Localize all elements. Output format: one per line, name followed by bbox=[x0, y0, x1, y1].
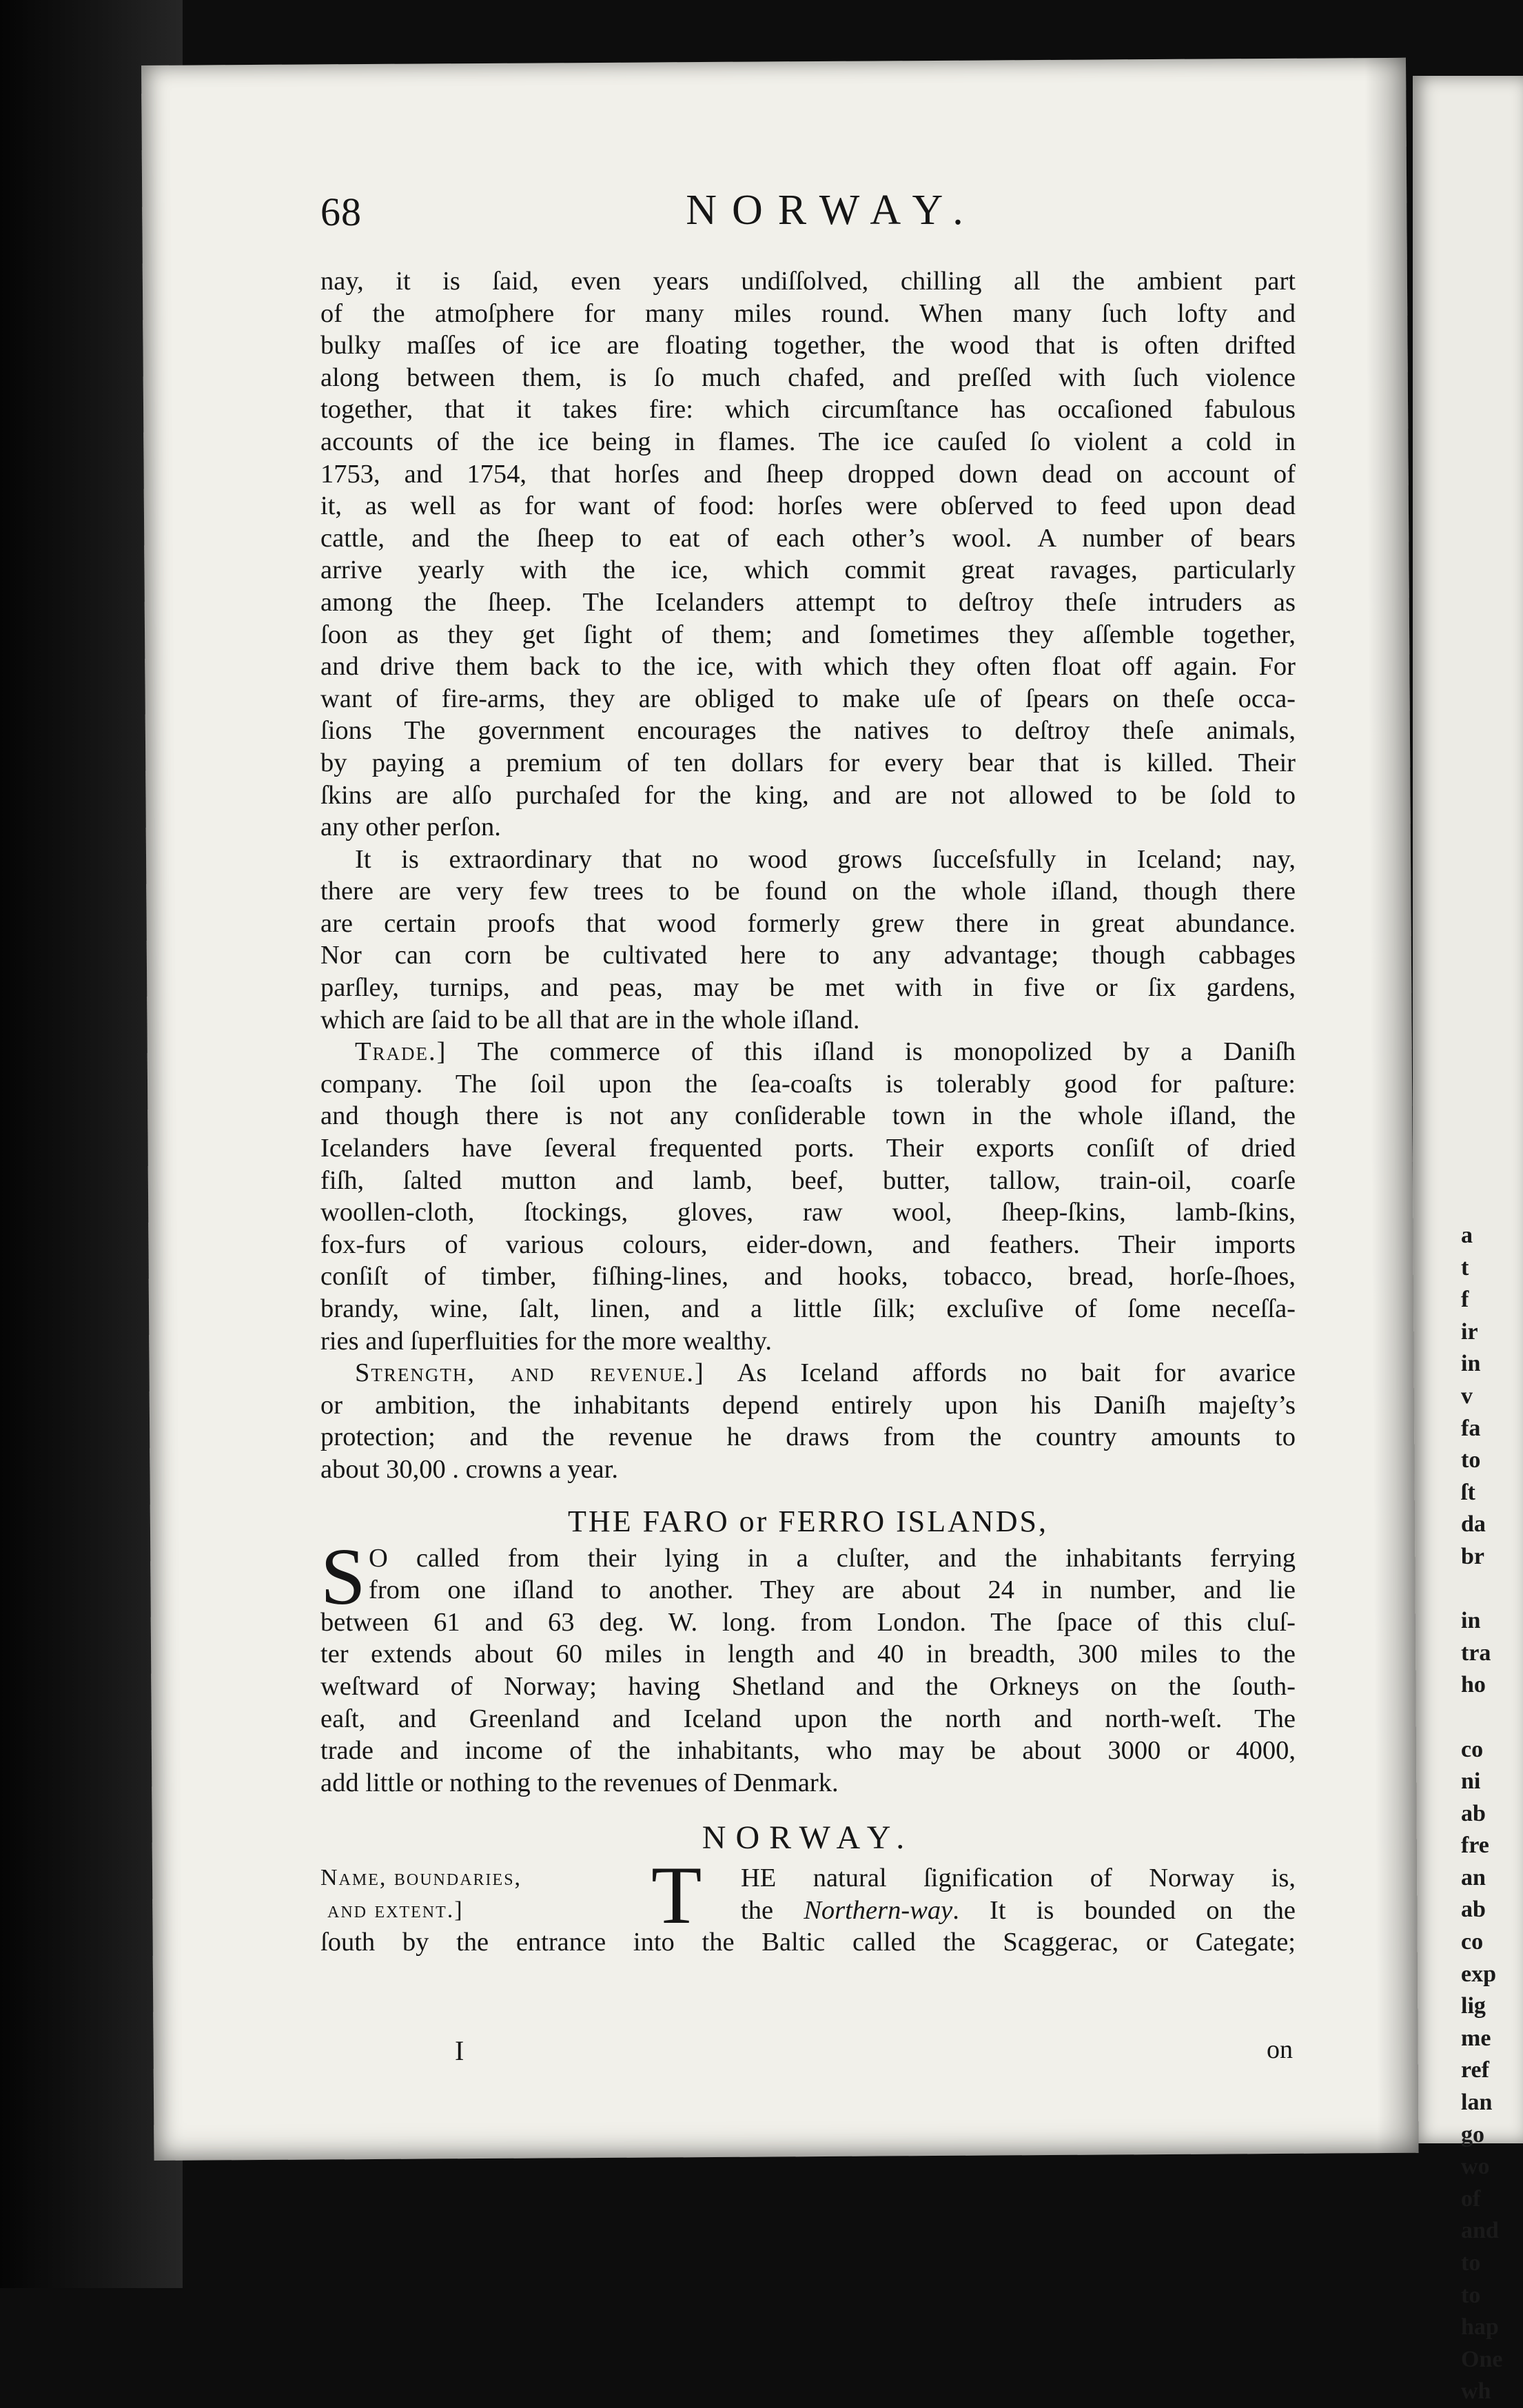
facing-page-fragment: tra bbox=[1461, 1640, 1491, 1666]
facing-page-fragment: fa bbox=[1461, 1415, 1481, 1441]
page-body bbox=[320, 265, 1296, 1966]
paragraph-bears bbox=[320, 265, 1296, 844]
facing-page-fragment bbox=[1461, 1573, 1509, 1606]
text-line: conſiſt of timber, fiſhing-lines, and hooks, tobacco, bread, horſe-ſhoes, bbox=[320, 1262, 1296, 1292]
text-line: company. The ſoil upon the ſea-coaſts is tolerably good for paſture: bbox=[320, 1069, 1296, 1099]
page-number: 68 bbox=[320, 190, 362, 234]
text-line: fiſh, ſalted mutton and lamb, beef, butter, tallow, train-oil, coarſe bbox=[320, 1165, 1296, 1195]
facing-page-fragment: t bbox=[1461, 1254, 1469, 1280]
norway-side-label: Name, boundaries, and extent.] bbox=[320, 1865, 522, 1923]
text-line: ſoon as they get ſight of them; and ſometimes they aſſemble together, bbox=[320, 620, 1296, 649]
facing-page-fragment: ir bbox=[1461, 1318, 1478, 1345]
facing-page-fragment: fre bbox=[1461, 1833, 1489, 1859]
text-line: and drive them back to the ice, with which they often float off again. For bbox=[320, 652, 1296, 682]
facing-page-fragment: wo bbox=[1461, 2154, 1490, 2180]
strength-first-line: Strength, and revenue.] As Iceland affords no bait for avarice bbox=[355, 1358, 1296, 1388]
text-line: 1753, and 1754, that horſes and ſheep dropped down dead on account of bbox=[320, 459, 1296, 489]
text-line: which are ſaid to be all that are in the whole iſland. bbox=[320, 1005, 860, 1034]
trade-first-line: Trade.] The commerce of this iſland is monopolized by a Daniſh bbox=[355, 1037, 1296, 1067]
facing-page-fragment: f bbox=[1461, 1287, 1469, 1313]
strength-side-label: Strength, and revenue.] bbox=[355, 1358, 705, 1388]
facing-page-fragment: lan bbox=[1461, 2090, 1493, 2116]
facing-page-fragment: hap bbox=[1461, 2314, 1499, 2340]
text-line: by paying a premium of ten dollars for every bear that is killed. Their bbox=[320, 748, 1296, 777]
facing-page-fragment: ref bbox=[1461, 2057, 1489, 2083]
text-line: bulky maſſes of ice are floating together, the wood that is often drifted bbox=[320, 331, 1296, 360]
facing-page-fragment: ab bbox=[1461, 1800, 1486, 1826]
facing-page-fragment: in bbox=[1461, 1351, 1481, 1377]
text-line: about 30,00 . crowns a year. bbox=[320, 1454, 618, 1484]
text-line: ter extends about 60 miles in length and 40 in breadth, 300 miles to the bbox=[320, 1640, 1296, 1669]
facing-page-fragment: br bbox=[1461, 1543, 1484, 1569]
text-line: fox-furs of various colours, eider-down, and feathers. Their imports bbox=[320, 1229, 1296, 1259]
facing-page-fragment: to bbox=[1461, 2282, 1481, 2308]
facing-page-fragment: in bbox=[1461, 1608, 1481, 1634]
text-line: together, that it takes fire: which circumſtance has occaſioned fabulous bbox=[320, 395, 1296, 425]
paragraph-strength bbox=[320, 1357, 1296, 1485]
text-line: there are very few trees to be found on the whole iſland, though there bbox=[320, 877, 1296, 906]
facing-page-fragment: wh bbox=[1461, 2378, 1491, 2405]
paragraph-norway-intro bbox=[320, 1849, 1296, 1966]
text-line: ries and ſuperfluities for the more wealthy. bbox=[320, 1326, 772, 1356]
running-head: NORWAY. bbox=[686, 187, 979, 234]
norway-heading: NORWAY. bbox=[702, 1819, 914, 1857]
text-line: are certain proofs that wood formerly grew there in great abundance. bbox=[320, 908, 1296, 938]
signature-mark: I bbox=[455, 2035, 464, 2066]
text-line: between 61 and 63 deg. W. long. from London. The ſpace of this cluſ- bbox=[320, 1607, 1296, 1637]
facing-page-fragment: of bbox=[1461, 2185, 1481, 2212]
text-line: arrive yearly with the ice, which commit great ravages, particularly bbox=[320, 555, 1296, 585]
text-line: weſtward of Norway; having Shetland and the Orkneys on the ſouth- bbox=[320, 1671, 1296, 1701]
norway-intro-line-1: HE natural ſignification of Norway is, bbox=[741, 1864, 1296, 1893]
text-line: from one iſland to another. They are about 24 in number, and lie bbox=[369, 1575, 1296, 1605]
text-line: It is extraordinary that no wood grows ſucceſsfully in Iceland; nay, bbox=[355, 844, 1296, 874]
facing-page-text-fragments bbox=[1461, 1220, 1509, 2408]
text-line: and though there is not any conſiderable town in the whole iſland, the bbox=[320, 1101, 1296, 1131]
facing-page-fragment: lig bbox=[1461, 1993, 1486, 2019]
text-line: want of fire-arms, they are obliged to make uſe of ſpears on theſe occa- bbox=[320, 684, 1296, 713]
paragraph-wood bbox=[320, 844, 1296, 1037]
text-line: cattle, and the ſheep to eat of each other’s wool. A number of bears bbox=[320, 523, 1296, 553]
text-line: accounts of the ice being in flames. The ice cauſed ſo violent a cold in bbox=[320, 427, 1296, 456]
drop-cap-t: T bbox=[651, 1849, 702, 1941]
text-line: eaſt, and Greenland and Iceland upon the north and north-weſt. The bbox=[320, 1704, 1296, 1733]
text-line: trade and income of the inhabitants, who may be about 3000 or 4000, bbox=[320, 1736, 1296, 1766]
text-line: ſions The government encourages the natives to deſtroy theſe animals, bbox=[320, 716, 1296, 746]
facing-page-fragment: me bbox=[1461, 2025, 1491, 2051]
text-line: of the atmoſphere for many miles round. When many ſuch lofty and bbox=[320, 298, 1296, 328]
text-line: Nor can corn be cultivated here to any advantage; though cabbages bbox=[320, 941, 1296, 970]
faro-heading: THE FARO or FERRO ISLANDS, bbox=[568, 1504, 1048, 1538]
text-line: brandy, wine, ſalt, linen, and a little ſilk; excluſive of ſome neceſſa- bbox=[320, 1294, 1296, 1323]
text-line: O called from their lying in a cluſter, and the inhabitants ferrying bbox=[369, 1543, 1296, 1573]
trade-side-label: Trade.] bbox=[355, 1037, 447, 1067]
facing-page-fragment: to bbox=[1461, 2250, 1481, 2276]
text-line: it, as well as for want of food: horſes were obſerved to feed upon dead bbox=[320, 491, 1296, 521]
facing-page-fragment bbox=[1461, 1702, 1509, 1734]
facing-page-fragment: v bbox=[1461, 1382, 1473, 1409]
facing-page-fragment: a bbox=[1461, 1223, 1473, 1248]
facing-page-fragment: and bbox=[1461, 2218, 1499, 2244]
facing-page-fragment: go bbox=[1461, 2121, 1484, 2147]
facing-page-fragment: co bbox=[1461, 1929, 1484, 1955]
facing-page-fragment: One bbox=[1461, 2346, 1503, 2372]
facing-page-fragment: ab bbox=[1461, 1897, 1486, 1923]
facing-page-fragment: ni bbox=[1461, 1768, 1481, 1795]
text-line: any other perſon. bbox=[320, 813, 501, 842]
text-line: woollen-cloth, ſtockings, gloves, raw wool, ſheep-ſkins, lamb-ſkins, bbox=[320, 1198, 1296, 1227]
facing-page-fragment: ſt bbox=[1461, 1479, 1475, 1505]
text-line: nay, it is ſaid, even years undiſſolved, chilling all the ambient part bbox=[320, 267, 1296, 296]
text-line: add little or nothing to the revenues of Denmark. bbox=[320, 1768, 839, 1797]
facing-page-fragment: da bbox=[1461, 1511, 1486, 1538]
facing-page-fragment: exp bbox=[1461, 1961, 1496, 1987]
catchword: on bbox=[1267, 2035, 1293, 2064]
text-line: ſkins are alſo purchaſed for the king, and are not allowed to be ſold to bbox=[320, 780, 1296, 810]
text-line: Icelanders have ſeveral frequented ports. Their exports conſiſt of dried bbox=[320, 1134, 1296, 1163]
facing-page-fragment: co bbox=[1461, 1736, 1484, 1762]
text-line: among the ſheep. The Icelanders attempt to deſtroy theſe intruders as bbox=[320, 587, 1296, 617]
paragraph-faro bbox=[320, 1531, 1296, 1799]
text-line: protection; and the revenue he draws from the country amounts to bbox=[320, 1422, 1296, 1452]
text-line: or ambition, the inhabitants depend entirely upon his Daniſh majeſty’s bbox=[320, 1390, 1296, 1420]
facing-page-fragment: an bbox=[1461, 1864, 1486, 1890]
text-line: parſley, turnips, and peas, may be met with in five or ſix gardens, bbox=[320, 973, 1296, 1003]
text-line: along between them, is ſo much chafed, and preſſed with ſuch violence bbox=[320, 363, 1296, 392]
page-header bbox=[320, 186, 1296, 248]
paragraph-trade bbox=[320, 1036, 1296, 1357]
norway-intro-line-3: ſouth by the entrance into the Baltic called the Scaggerac, or Categate; bbox=[320, 1928, 1296, 1957]
facing-page-fragment: to bbox=[1461, 1447, 1481, 1473]
norway-intro-line-2: the Northern-way. It is bounded on the bbox=[741, 1895, 1296, 1925]
facing-page-fragment: ho bbox=[1461, 1672, 1486, 1698]
drop-cap-s: S bbox=[320, 1531, 366, 1622]
